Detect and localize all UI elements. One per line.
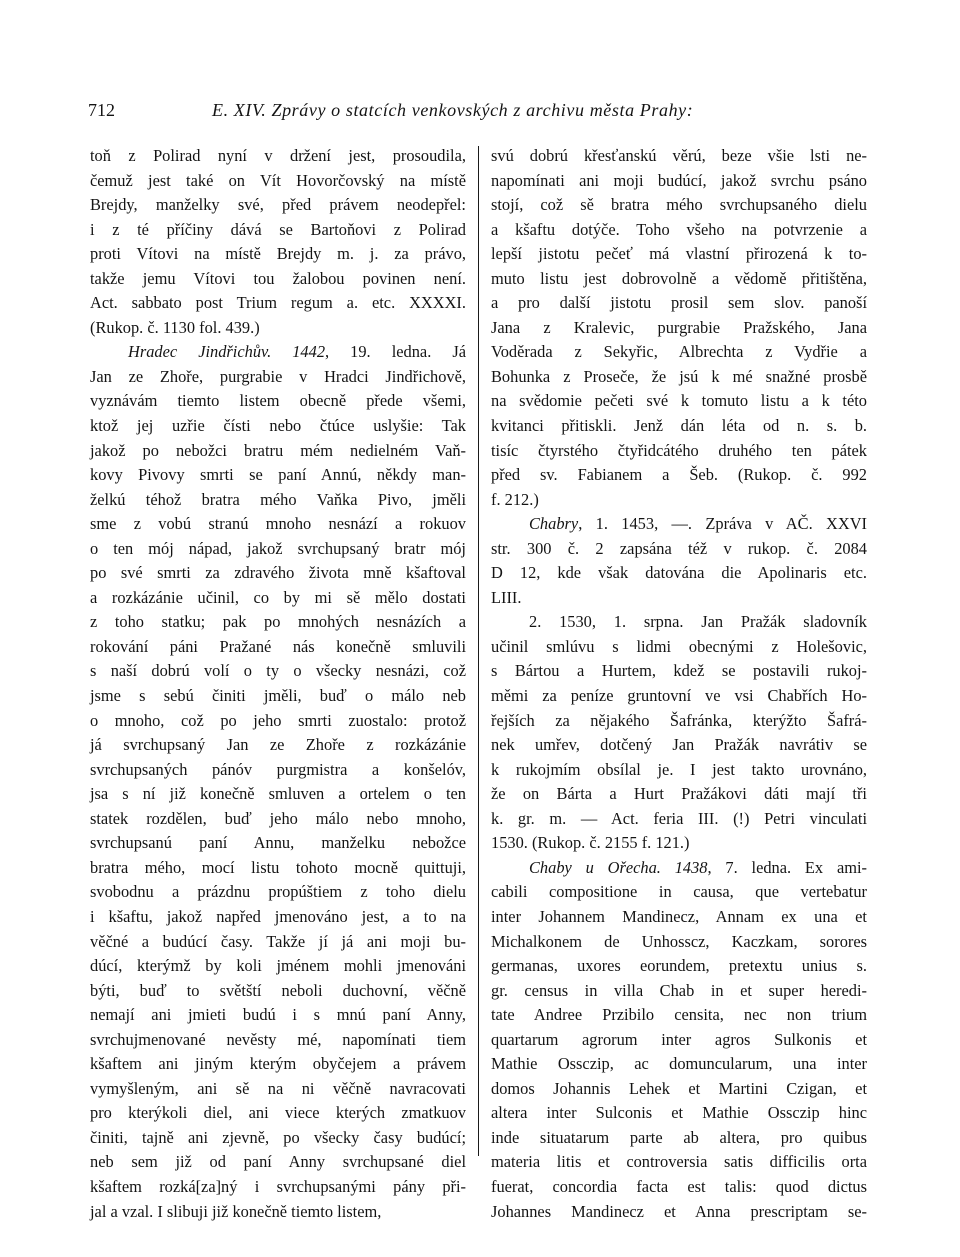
place-name: Chaby u Ořecha. 1438 bbox=[529, 857, 708, 877]
right-column-line: tisíc čtyrstého čtyřidcátého druhého ten pátek bbox=[491, 440, 867, 460]
left-column-line: čemuž jest také on Vít Hovorčovský na místě bbox=[90, 170, 466, 190]
right-column-line: měmi za peníze gruntovní ve vsi Chabřích Ho- bbox=[491, 686, 867, 706]
right-column-line: na svědomie pečeti své k tomuto listu a k této bbox=[491, 391, 867, 411]
place-name: Hradec Jindřichův. 1442 bbox=[128, 342, 326, 362]
left-column-line: věčné a budúcí časy. Takže jí já ani moji bu- bbox=[90, 931, 466, 951]
left-column-line: z toho statku; pak po mnohých nesnázích a bbox=[90, 612, 466, 632]
page-header bbox=[88, 100, 868, 126]
left-column-line: bratra mého, mocí listu tohoto mocně quittuji, bbox=[90, 857, 466, 877]
right-column-line: muto listu jest dobrovolně a vědomě přitištěna, bbox=[491, 268, 867, 288]
right-column-line: materia litis et controversia satis difficilis orta bbox=[491, 1152, 867, 1172]
right-column-line: Chabry, 1. 1453, —. Zpráva v AČ. XXVI bbox=[529, 514, 867, 534]
right-column-line: quartarum agrorum inter agros Sulkonis et bbox=[491, 1029, 867, 1049]
left-column-line: činiti, tajně ani zjevně, po všecky časy budúcí; bbox=[90, 1127, 466, 1147]
left-column-line: pro kterýkoli diel, ani viece kterých zmatkuov bbox=[90, 1103, 466, 1123]
left-column-line: želkú téhož bratra mého Vaňka Pivo, jměli bbox=[90, 489, 466, 509]
right-column-line: str. 300 č. 2 zapsána též v rukop. č. 2084 bbox=[491, 538, 867, 558]
left-column-line: o ten mój nápad, jakož svrchupsaný bratr mój bbox=[90, 538, 466, 558]
right-column-line: a kšaftu dotýče. Toho všeho na potvrzenie a bbox=[491, 219, 867, 239]
left-column-line: kšaftem rozká[za]ný i svrchupsanými pány při- bbox=[90, 1176, 466, 1196]
right-column-line: lepší jistotu pečeť má vlastní přirozená k to- bbox=[491, 244, 867, 264]
right-column-line: altera inter Sulconis et Mathie Ossczip hinc bbox=[491, 1103, 867, 1123]
left-column-line: ktož jej uzřie čísti nebo čtúce uslyšie: Tak bbox=[90, 416, 466, 436]
right-column-line: Michalkonem de Unhosscz, Kaczkam, sorores bbox=[491, 931, 867, 951]
left-column-line: nemají ani jmieti budú i s mnú paní Anny, bbox=[90, 1005, 466, 1025]
left-column-line: takže jemu Vítovi tou žalobou povinen není. bbox=[90, 268, 466, 288]
right-column-line: gr. census in villa Chab in et super heredi- bbox=[491, 980, 867, 1000]
left-column-line: Jan ze Zhoře, purgrabie v Hradci Jindřichově, bbox=[90, 366, 466, 386]
right-column-line: inter Johannem Mandinecz, Annam ex una et bbox=[491, 906, 867, 926]
right-column-line: Voděrada z Sekyřic, Albrechta z Vydřie a bbox=[491, 342, 867, 362]
left-column-line: a rozkázánie učinil, co by mi sě mělo dostati bbox=[90, 587, 466, 607]
right-column-line: LIII. bbox=[491, 587, 522, 607]
right-column-line: svú dobrú křesťanskú věrú, beze všie lsti ne- bbox=[491, 146, 867, 165]
right-column-line: cabili compositione in causa, que vertebatur bbox=[491, 882, 867, 902]
right-column-line: D 12, kde však datována die Apolinaris etc. bbox=[491, 563, 867, 583]
left-column-line: svrchujmenované nevěsty mé, napomínati tiem bbox=[90, 1029, 466, 1049]
left-column-line: jal a vzal. I slibuji již konečně tiemto listem, bbox=[90, 1201, 382, 1221]
right-column-line: Jana z Kralevic, purgrabie Pražského, Jana bbox=[491, 317, 867, 337]
left-column-line: kšaftem ani jiným kterým obyčejem a právem bbox=[90, 1054, 466, 1074]
right-column-line: inde situatarum parte ab altera, pro quibus bbox=[491, 1127, 867, 1147]
left-column-line: s naší dobrú volí o ty o všecky nesnázi, což bbox=[90, 661, 466, 681]
right-column-line: f. 212.) bbox=[491, 489, 539, 509]
left-column-line: vymyšleným, ani sě na ni věčně navracovati bbox=[90, 1078, 466, 1098]
left-column-line: o mnoho, což po jeho smrti zuostalo: protož bbox=[90, 710, 466, 730]
right-column-line: tate Andree Przibilo censita, nec non trium bbox=[491, 1005, 867, 1025]
left-column-line: jakož po nebožci bratru mém nedielném Vaň- bbox=[90, 440, 466, 460]
right-column-line: Johannes Mandinecz et Anna prescriptam se- bbox=[491, 1201, 867, 1221]
left-column-line: rokování páni Pražané nás konečně smluvili bbox=[90, 636, 466, 656]
right-column-line: že on Bárta a Hurt Pražákovi dáti mají tři bbox=[491, 784, 867, 804]
right-column-line: k rukojmím obsílal je. I jest takto urovnáno, bbox=[491, 759, 867, 779]
right-column-line: germanas, uxores eorundem, pretextu unius s. bbox=[491, 956, 867, 976]
left-column-line: Hradec Jindřichův. 1442, 19. ledna. Já bbox=[128, 342, 466, 362]
left-column-line: svrchupsanú paní Annu, manželku nebožce bbox=[90, 833, 466, 853]
left-column-line: Brejdy, manželky své, před právem neodepřel: bbox=[90, 195, 466, 215]
left-column-line: kovy Pivovy smrti se paní Annú, někdy man- bbox=[90, 465, 466, 485]
left-column-line: Act. sabbato post Trium regum a. etc. XXXXI. bbox=[90, 293, 466, 313]
right-column-line: Mathie Ossczip, ac domuncularum, una inter bbox=[491, 1054, 867, 1074]
left-column-line: svrchupsaných pánóv purgmistra a konšelóv, bbox=[90, 759, 466, 779]
right-column-line: domos Johannis Lehek et Martini Czigan, et bbox=[491, 1078, 867, 1098]
left-column-line: i kšaftu, jakož napřed jmenováno jest, a to na bbox=[90, 906, 466, 926]
page-number: 712 bbox=[88, 100, 115, 120]
right-column-line: učinil smlúvu s lidmi obecnými z Holešovic, bbox=[491, 636, 867, 656]
right-column-line: řejších za nějakého Šafránka, kterýžto Šafrá- bbox=[491, 710, 867, 730]
right-column-line: Chaby u Ořecha. 1438, 7. ledna. Ex ami- bbox=[529, 857, 867, 877]
right-column-line: kvitanci přitiskli. Jenž dán léta od n. s. b. bbox=[491, 416, 867, 436]
right-column-line: stojí, což sě bratra mého svrchupsaného dielu bbox=[491, 195, 867, 215]
right-column-line: s Bártou a Hurtem, kdež se postavili rukoj- bbox=[491, 661, 867, 681]
left-column-line: jsme s sebú činiti jměli, buď o málo neb bbox=[90, 686, 466, 706]
left-column-line: sme z vobú stranú mnoho nesnází a rokuov bbox=[90, 514, 466, 534]
left-column-line: jsa s ní již konečně smluven a ortelem o ten bbox=[90, 784, 466, 804]
left-column-line: proti Vítovi na místě Brejdy m. j. za právo, bbox=[90, 244, 466, 264]
left-column-line: býti, buď to světští neboli duchovní, věčně bbox=[90, 980, 466, 1000]
right-column-line: nek umřev, dotčený Jan Pražák navrátiv se bbox=[491, 735, 867, 755]
left-column-line: dúcí, kterýmž by koli jménem mohli jmenováni bbox=[90, 956, 466, 976]
left-column-line: i z té příčiny dává se Bartoňovi z Polirad bbox=[90, 219, 466, 239]
left-column-line: toň z Polirad nyní v držení jest, prosoudila, bbox=[90, 146, 466, 165]
left-column bbox=[90, 144, 466, 1224]
right-column bbox=[491, 144, 867, 1224]
running-head: E. XIV. Zprávy o statcích venkovských z archivu města Prahy: bbox=[212, 100, 694, 120]
left-column-line: já svrchupsaný Jan ze Zhoře z rozkázánie bbox=[90, 735, 466, 755]
right-column-line: k. gr. m. — Act. feria III. (!) Petri vinculati bbox=[491, 808, 867, 828]
right-column-line: 1530. (Rukop. č. 2155 f. 121.) bbox=[491, 833, 690, 853]
left-column-line: (Rukop. č. 1130 fol. 439.) bbox=[90, 317, 260, 337]
left-column-line: po své smrti za zdravého života mně kšaftoval bbox=[90, 563, 466, 583]
left-column-line: svobodnu a prázdnu propúštiem z toho dielu bbox=[90, 882, 466, 902]
right-column-line: napomínati ani moji budúcí, jakož svrchu psáno bbox=[491, 170, 867, 190]
right-column-line: Bohunka z Proseče, že jsú k mé snažné prosbě bbox=[491, 366, 867, 386]
left-column-line: statek rozdělen, buď jeho málo nebo mnoho, bbox=[90, 808, 466, 828]
column-divider bbox=[478, 146, 479, 1156]
place-name: Chabry bbox=[529, 514, 579, 534]
left-column-line: vyznávám tiemto listem obecně přede všemi, bbox=[90, 391, 466, 411]
right-column-line: před sv. Fabianem a Šeb. (Rukop. č. 992 bbox=[491, 465, 867, 485]
left-column-line: neb sem již od paní Anny svrchupsané diel bbox=[90, 1152, 466, 1172]
right-column-line: fuerat, concordia facta est talis: quod dictus bbox=[491, 1176, 867, 1196]
right-column-line: a pro další jistotu prosil sem slov. panoší bbox=[491, 293, 867, 313]
right-column-line: 2. 1530, 1. srpna. Jan Pražák sladovník bbox=[529, 612, 867, 632]
